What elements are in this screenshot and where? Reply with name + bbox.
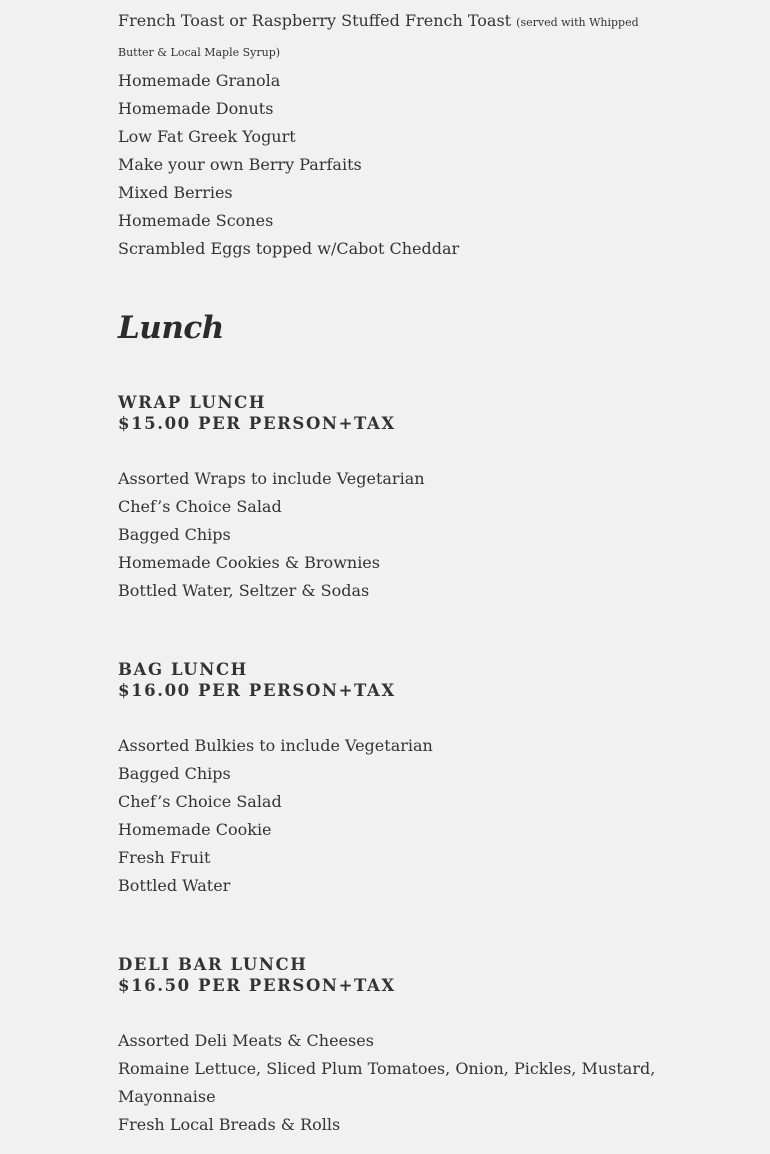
breakfast-item: Homemade Scones xyxy=(118,211,274,230)
bag-lunch-section xyxy=(118,659,658,900)
wrap-lunch-name: WRAP LUNCH xyxy=(118,393,267,412)
menu-content xyxy=(118,7,658,1139)
lunch-section-title: Lunch xyxy=(118,310,224,346)
wrap-lunch-item: Bottled Water, Seltzer & Sodas xyxy=(118,581,370,600)
breakfast-item: Make your own Berry Parfaits xyxy=(118,155,362,174)
bag-lunch-item: Bottled Water xyxy=(118,876,231,895)
bag-lunch-name: BAG LUNCH xyxy=(118,660,248,679)
breakfast-item: French Toast or Raspberry Stuffed French Toast (served with Whipped Butter & Local Maple Syrup) xyxy=(118,11,639,59)
bag-lunch-price: $16.00 PER PERSON+TAX xyxy=(118,681,396,700)
deli-bar-lunch-item: Fresh Local Breads & Rolls xyxy=(118,1115,341,1134)
wrap-lunch-price: $15.00 PER PERSON+TAX xyxy=(118,414,396,433)
bag-lunch-item: Homemade Cookie xyxy=(118,820,272,839)
breakfast-item: Low Fat Greek Yogurt xyxy=(118,127,296,146)
bag-lunch-item: Assorted Bulkies to include Vegetarian xyxy=(118,736,433,755)
deli-bar-lunch-price: $16.50 PER PERSON+TAX xyxy=(118,976,396,995)
bag-lunch-item: Bagged Chips xyxy=(118,764,231,783)
item-note: (served with Whipped Butter & Local Maple Syrup) xyxy=(118,16,639,59)
breakfast-list xyxy=(118,7,658,263)
deli-bar-lunch-section xyxy=(118,954,658,1139)
breakfast-item: Homemade Donuts xyxy=(118,99,274,118)
deli-bar-lunch-item: Assorted Deli Meats & Cheeses xyxy=(118,1031,374,1050)
wrap-lunch-item: Assorted Wraps to include Vegetarian xyxy=(118,469,425,488)
breakfast-item: Mixed Berries xyxy=(118,183,233,202)
bag-lunch-item: Fresh Fruit xyxy=(118,848,211,867)
wrap-lunch-item: Chef’s Choice Salad xyxy=(118,497,282,516)
breakfast-item: Scrambled Eggs topped w/Cabot Cheddar xyxy=(118,239,460,258)
breakfast-item: Homemade Granola xyxy=(118,71,281,90)
deli-bar-lunch-name: DELI BAR LUNCH xyxy=(118,955,308,974)
deli-bar-lunch-item: Romaine Lettuce, Sliced Plum Tomatoes, Onion, Pickles, Mustard, Mayonnaise xyxy=(118,1059,656,1106)
bag-lunch-item: Chef’s Choice Salad xyxy=(118,792,282,811)
wrap-lunch-item: Homemade Cookies & Brownies xyxy=(118,553,380,572)
wrap-lunch-item: Bagged Chips xyxy=(118,525,231,544)
wrap-lunch-section xyxy=(118,392,658,605)
